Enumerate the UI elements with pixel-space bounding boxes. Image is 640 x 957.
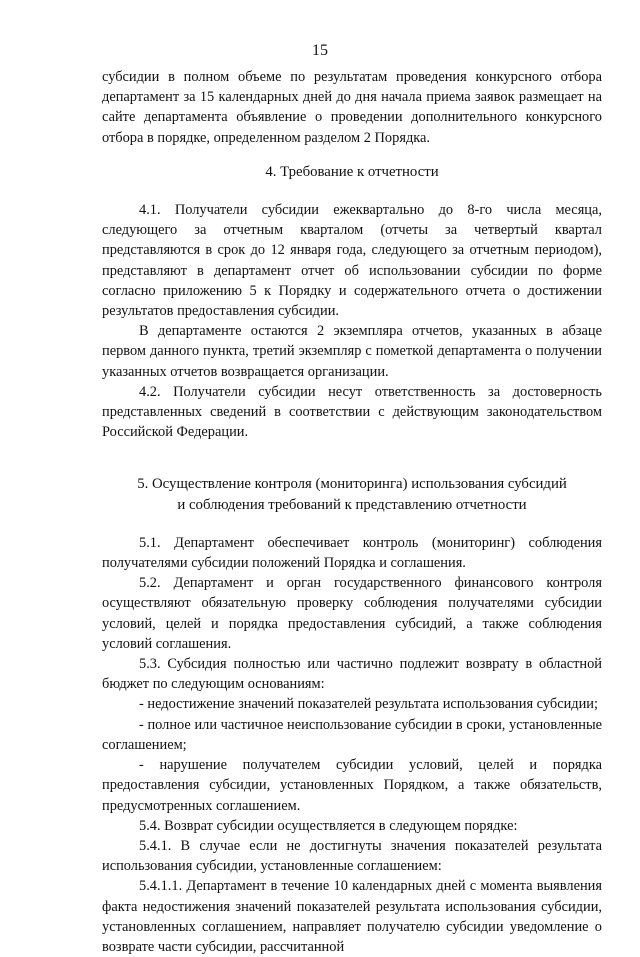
paragraph-5-2: 5.2. Департамент и орган государственного финансового контроля осуществляют обязательную проверку соблюдения получателями субсидии условий, целей и порядка предоставления субсидий, а также соблюдения условий соглашения. (102, 575, 602, 652)
section-4-heading: 4. Требование к отчетности (265, 163, 439, 180)
paragraph-5-1: 5.1. Департамент обеспечивает контроль (мониторинг) соблюдения получателями субсидии положений Порядка и соглашения. (102, 534, 602, 572)
paragraph-5-4: 5.4. Возврат субсидии осуществляется в следующем порядке: (139, 817, 518, 834)
section-5-heading-line2: и соблюдения требований к представлению отчетности (177, 496, 527, 513)
document-body (102, 67, 602, 957)
paragraph-intro: субсидии в полном объеме по результатам проведения конкурсного отбора департамент за 15 календарных дней до дня начала приема заявок размещает на сайте департамента объявление о проведении дополнительного конкурсного отбора в порядке, определенном разделом 2 Порядка. (102, 69, 602, 146)
paragraph-4-1-second: В департаменте остаются 2 экземпляра отчетов, указанных в абзаце первом данного пункта, третий экземпляр с пометкой департамента о получении указанных отчетов возвращается организации. (102, 323, 602, 380)
section-5-heading-line1: 5. Осуществление контроля (мониторинга) использования субсидий (137, 476, 567, 493)
paragraph-5-3: 5.3. Субсидия полностью или частично подлежит возврату в областной бюджет по следующим основаниям: (102, 656, 602, 693)
paragraph-4-2: 4.2. Получатели субсидии несут ответственность за достоверность представленных сведений в соответствии с действующим законодательством Российской Федерации. (102, 383, 602, 441)
list-item-dash-2: - полное или частичное неиспользование субсидии в сроки, установленные соглашением; (102, 716, 602, 753)
list-item-dash-1: - недостижение значений показателей результата использования субсидии; (139, 696, 599, 713)
paragraph-5-4-1: 5.4.1. В случае если не достигнуты значения показателей результата использования субсидии, установленные соглашением: (102, 837, 602, 875)
paragraph-4-1: 4.1. Получатели субсидии ежеквартально до 8-го числа месяца, следующего за отчетным кварталом (отчеты за четвертый квартал представляются в срок до 12 января года, следующего за отчетным периодом), представляют в департамент отчет об использовании субсидии по форме согласно приложению 5 к Порядку и содержательного отчета о достижении результатов предоставления субсидии. (102, 202, 602, 320)
paragraph-5-4-1-1: 5.4.1.1. Департамент в течение 10 календарных дней с момента выявления факта недостижения значений показателей результата использования субсидии, установленных соглашением, направляет получателю субсидии уведомление о возврате части субсидии, рассчитанной (102, 878, 602, 955)
list-item-dash-3: - нарушение получателем субсидии условий, целей и порядка предоставления субсидии, установленных Порядком, а также обязательств, предусмотренных соглашением. (102, 757, 602, 814)
page-number: 15 (312, 42, 328, 59)
